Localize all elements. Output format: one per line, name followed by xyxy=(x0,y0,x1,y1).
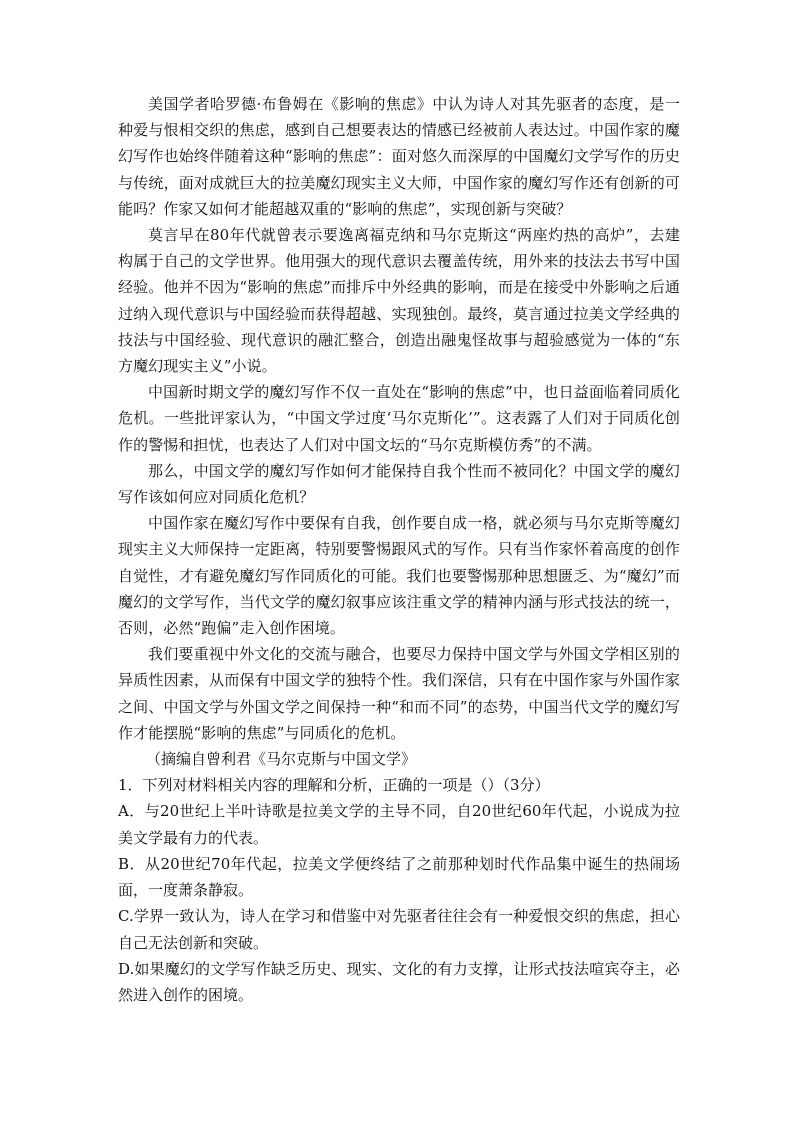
question-option-a: A．与20世纪上半叶诗歌是拉美文学的主导不同，自20世纪60年代起，小说成为拉美文学最有力的代表。 xyxy=(118,802,680,847)
document-page xyxy=(118,91,680,1008)
question-stem: 1．下列对材料相关内容的理解和分析，正确的一项是（）（3分） xyxy=(118,776,550,795)
article-paragraph-3: 中国新时期文学的魔幻写作不仅一直处在“影响的焦虑”中，也日益面临着同质化危机。一些批评家认为，“中国文学过度‘马尔克斯化’”。这表露了人们对于同质化创作的警惕和担忧，也表达了人们对中国文坛的“马尔克斯模仿秀”的不满。 xyxy=(118,383,680,454)
article-paragraph-2: 莫言早在80年代就曾表示要逸离福克纳和马尔克斯这“两座灼热的高炉”，去建构属于自己的文学世界。他用强大的现代意识去覆盖传统，用外来的技法去书写中国经验。他并不因为“影响的焦虑”而排斥中外经典的影响，而是在接受中外影响之后通过纳入现代意识与中国经验而获得超越、实现独创。最终，莫言通过拉美文学经典的技法与中国经验、现代意识的融汇整合，创造出融鬼怪故事与超验感觉为一体的“东方魔幻现实主义”小说。 xyxy=(118,226,680,376)
article-paragraph-6: 我们要重视中外文化的交流与融合，也要尽力保持中国文学与外国文学相区别的异质性因素，从而保有中国文学的独特个性。我们深信，只有在中国作家与外国作家之间、中国文学与外国文学之间保持一种“和而不同”的态势，中国当代文学的魔幻写作才能摆脱“影响的焦虑”与同质化的危机。 xyxy=(118,645,680,742)
question-option-c: C.学界一致认为，诗人在学习和借鉴中对先驱者往往会有一种爱恨交织的焦虑，担心自己无法创新和突破。 xyxy=(118,907,680,952)
article-paragraph-4: 那么，中国文学的魔幻写作如何才能保持自我个性而不被同化？中国文学的魔幻写作该如何应对同质化危机？ xyxy=(118,461,680,507)
question-option-b: B．从20世纪70年代起，拉美文学便终结了之前那种划时代作品集中诞生的热闹场面，一度萧条静寂。 xyxy=(118,854,680,900)
article-source: （摘编自曾利君《马尔克斯与中国文学》 xyxy=(146,750,417,769)
article-paragraph-1: 美国学者哈罗德·布鲁姆在《影响的焦虑》中认为诗人对其先驱者的态度，是一种爱与恨相交织的焦虑，感到自己想要表达的情感已经被前人表达过。中国作家的魔幻写作也始终伴随着这种“影响的焦虑”：面对悠久而深厚的中国魔幻文学写作的历史与传统，面对成就巨大的拉美魔幻现实主义大师，中国作家的魔幻写作还有创新的可能吗？作家又如何才能超越双重的“影响的焦虑”，实现创新与突破？ xyxy=(118,95,680,218)
question-option-d: D.如果魔幻的文学写作缺乏历史、现实、文化的有力支撑，让形式技法喧宾夺主，必然进入创作的困境。 xyxy=(118,959,680,1004)
article-paragraph-5: 中国作家在魔幻写作中要保有自我，创作要自成一格，就必须与马尔克斯等魔幻现实主义大师保持一定距离，特别要警惕跟风式的写作。只有当作家怀着高度的创作自觉性，才有避免魔幻写作同质化的可能。我们也要警惕那种思想匮乏、为“魔幻”而魔幻的文学写作，当代文学的魔幻叙事应该注重文学的精神内涵与形式技法的统一，否则，必然“跑偏”走入创作困境。 xyxy=(118,514,680,638)
